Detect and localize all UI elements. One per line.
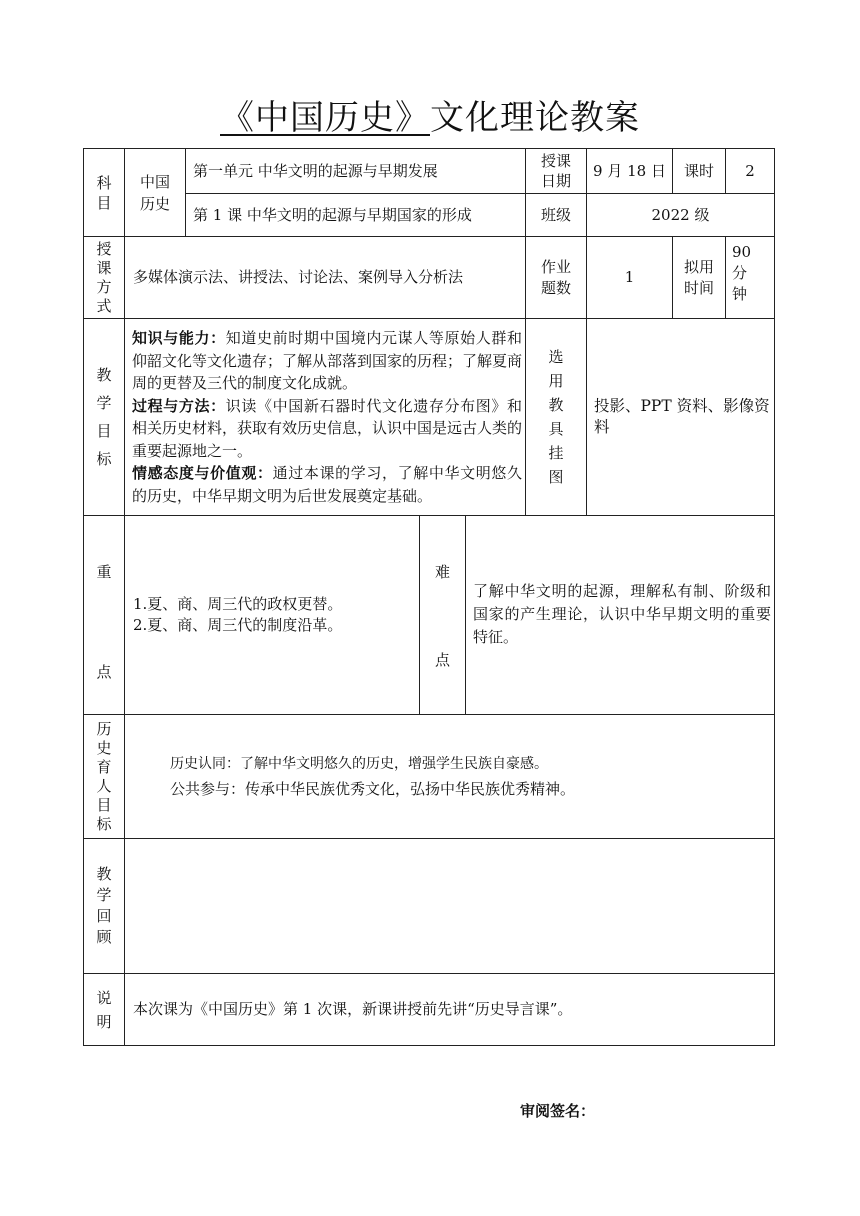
label-difficulties: 难 点: [434, 563, 450, 669]
label-teaching-goals: 教学目标: [96, 366, 112, 468]
teaching-goals: [132, 327, 522, 513]
divider: [83, 714, 775, 715]
note-text: 本次课为《中国历史》第 1 次课，新课讲授前先讲“历史导言课”。: [133, 1000, 573, 1018]
page-title: [0, 96, 860, 140]
unit-title: 第一单元 中华文明的起源与早期发展: [193, 161, 438, 180]
planned-time: 90分钟: [732, 243, 752, 303]
table-border-bottom: [83, 1045, 775, 1046]
label-note: 说明: [96, 988, 112, 1031]
label-subject: 科目: [96, 173, 112, 212]
difficulties: 了解中华文明的起源，理解私有制、阶级和国家的产生理论，认识中华早期文明的重要特征。: [473, 582, 771, 646]
homework-count: 1: [624, 268, 635, 286]
label-education-goals: 历史育人目标: [96, 719, 112, 833]
periods-value: 2: [745, 161, 755, 180]
class-value: 2022 级: [651, 205, 710, 224]
key-points: [133, 516, 417, 714]
title-book-name: 《中国历史》: [220, 98, 430, 138]
teaching-review: [133, 850, 763, 960]
label-teaching-tools: 选用教具挂图: [548, 348, 564, 486]
lesson-title: 第 1 课 中华文明的起源与早期国家的形成: [193, 205, 472, 224]
label-homework-count: 作业题数: [540, 257, 571, 297]
title-rest: 文化理论教案: [430, 98, 640, 138]
label-class: 班级: [540, 205, 571, 224]
goal-process: 过程与方法：识读《中国新石器时代文化遗存分布图》和相关历史材料，获取有效历史信息，认识中国是远古人类的重要起源地之一。: [132, 396, 523, 460]
goal-knowledge: 知识与能力：知道史前时期中国境内元谋人等原始人群和仰韶文化等文化遗存；了解从部落到国家的历程；了解夏商周的更替及三代的制度文化成就。: [132, 329, 523, 392]
label-planned-time: 拟用时间: [683, 257, 714, 297]
teaching-method: 多媒体演示法、讲授法、讨论法、案例导入分析法: [133, 268, 464, 286]
education-goal-item: 历史认同：了解中华文明悠久的历史，增强学生民族自豪感。: [170, 756, 548, 772]
teaching-tools: 投影、PPT 资料、影像资料: [594, 397, 770, 436]
divider: [465, 515, 466, 714]
teaching-date: 9 月 18 日: [593, 161, 666, 180]
goal-emotion: 情感态度与价值观：通过本课的学习，了解中华文明悠久的历史，中华早期文明为后世发展奠定基础。: [132, 464, 522, 505]
divider: [185, 148, 186, 236]
label-teaching-date: 授课日期: [540, 152, 571, 190]
label-teaching-review: 教学回顾: [96, 865, 112, 946]
label-teaching-method: 授课方式: [96, 239, 112, 315]
divider: [725, 236, 726, 318]
key-point-item: 1.夏、商、周三代的政权更替。: [133, 595, 343, 613]
label-key-points: 重 点: [96, 563, 112, 681]
divider: [83, 838, 775, 839]
label-periods: 课时: [683, 161, 714, 180]
education-goal-item: 公共参与：传承中华民族优秀文化，弘扬中华民族优秀精神。: [170, 780, 576, 798]
table-border-right: [774, 148, 775, 1046]
subject-value: 中国历史: [139, 172, 170, 213]
key-point-item: 2.夏、商、周三代的制度沿革。: [133, 616, 343, 634]
education-goals: [170, 752, 770, 812]
review-signature-label: 审阅签名：: [520, 1102, 596, 1120]
divider: [124, 148, 125, 1046]
